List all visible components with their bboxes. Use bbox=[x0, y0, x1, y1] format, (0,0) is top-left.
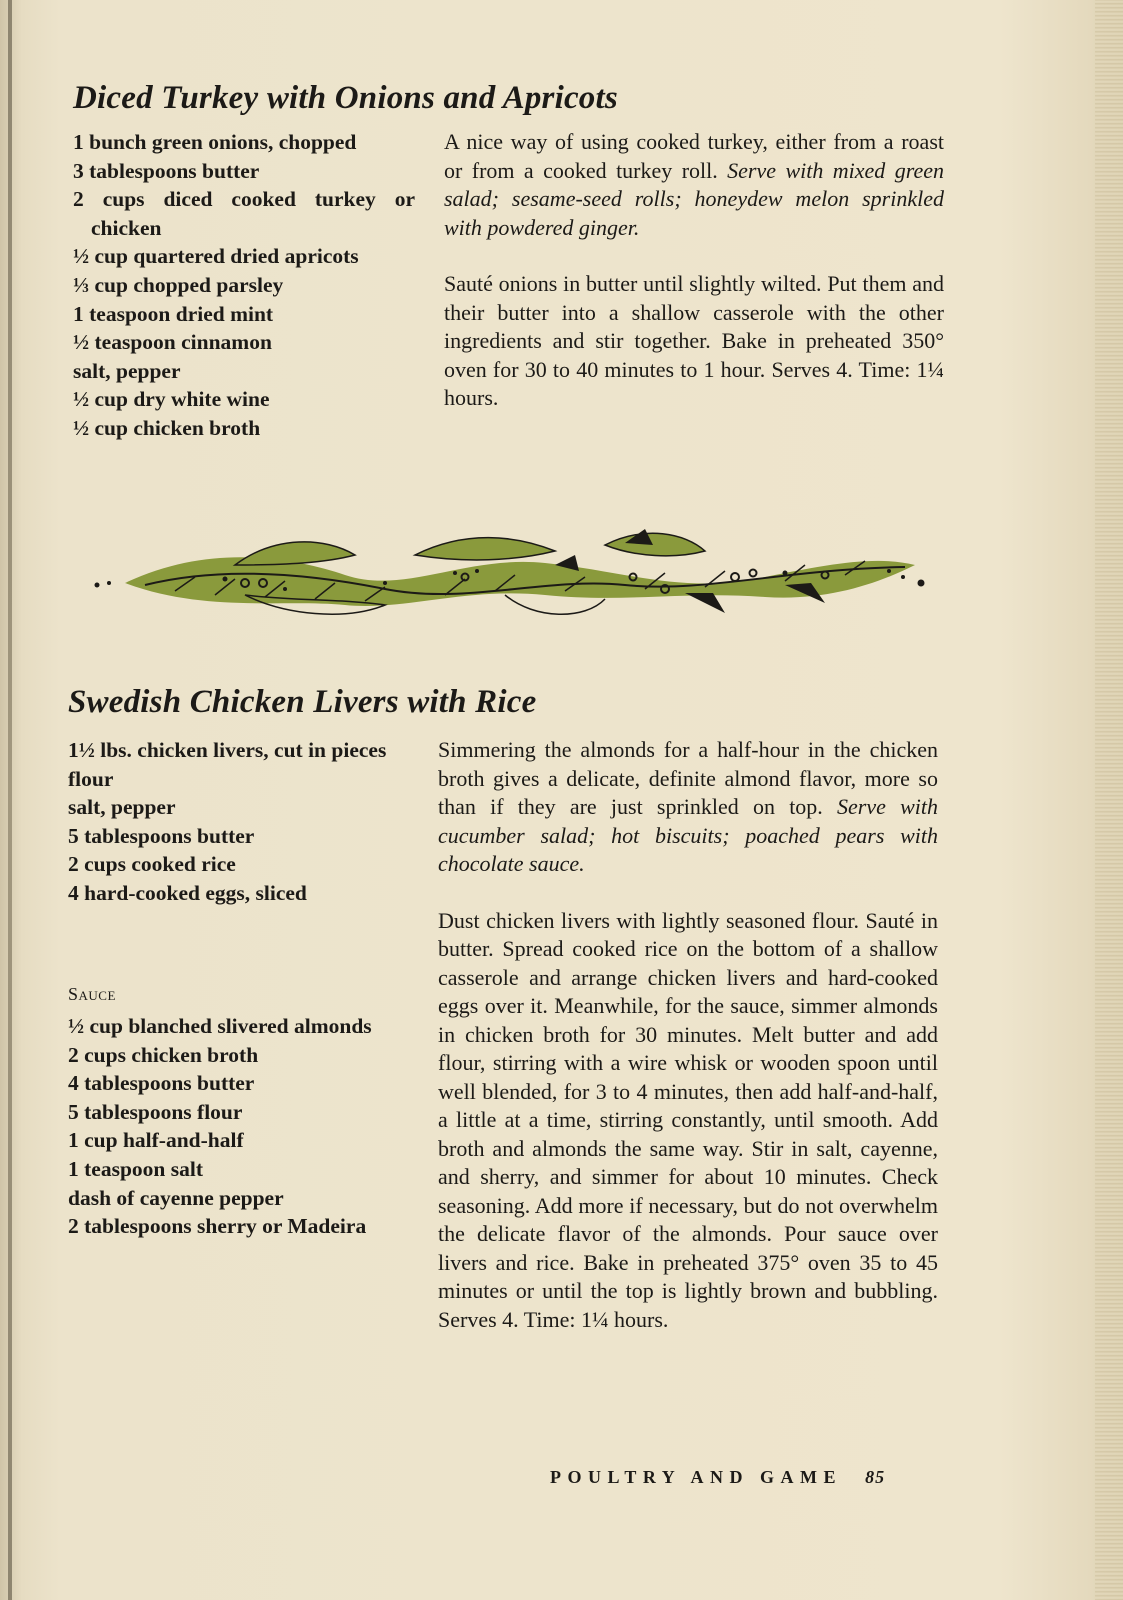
serving-suggestion: Serve with cucumber salad; hot biscuits; poached pears with chocolate sauce. bbox=[438, 794, 938, 876]
recipe-title: Swedish Chicken Livers with Rice bbox=[68, 684, 537, 720]
sauce-subheading: Sauce bbox=[68, 984, 116, 1004]
page-edge bbox=[1095, 0, 1123, 1600]
ingredient-item: 4 tablespoons butter bbox=[68, 1071, 255, 1096]
foliage-branch bbox=[125, 529, 915, 614]
ingredient-item: ½ cup chicken broth bbox=[73, 415, 261, 440]
ingredient-item: flour bbox=[68, 766, 114, 791]
ingredient-item: 1 teaspoon salt bbox=[68, 1156, 203, 1181]
recipe-intro: Simmering the almonds for a half-hour in the chicken broth gives a delicate, definite almond flavor, more so than if they are just sprinkled on top. bbox=[438, 737, 938, 819]
ingredient-item: 1 bunch green onions, chopped bbox=[73, 130, 357, 154]
ingredient-item: ½ teaspoon cinnamon bbox=[73, 330, 272, 355]
running-footer bbox=[550, 1467, 885, 1488]
ingredient-item: 4 hard-cooked eggs, sliced bbox=[68, 880, 307, 905]
ingredient-item: ½ cup quartered dried apricots bbox=[73, 244, 359, 269]
ingredient-list bbox=[68, 736, 412, 908]
ingredient-item: 2 cups chicken broth bbox=[68, 1042, 259, 1067]
ingredient-item: 2 cups diced cooked turkey or chicken bbox=[73, 187, 415, 240]
book-binding-edge bbox=[8, 0, 12, 1600]
serving-suggestion: Serve with mixed green salad; sesame-seed rolls; honeydew melon sprinkled with powdered ginger. bbox=[444, 157, 944, 240]
ingredient-item: salt, pepper bbox=[68, 795, 176, 820]
ingredient-item: 5 tablespoons flour bbox=[68, 1099, 243, 1124]
ingredient-item: 2 tablespoons sherry or Madeira bbox=[68, 1214, 367, 1239]
ingredient-item: ½ cup dry white wine bbox=[73, 387, 270, 412]
page-number: 85 bbox=[865, 1467, 886, 1487]
recipe-title: Diced Turkey with Onions and Apricots bbox=[73, 80, 618, 116]
sauce-ingredient-list bbox=[68, 1012, 412, 1241]
ingredient-item: 2 cups cooked rice bbox=[68, 852, 236, 877]
recipe-directions bbox=[438, 736, 938, 1334]
foliage-divider-illustration bbox=[85, 525, 955, 625]
recipe-method: Dust chicken livers with lightly seasoned flour. Sauté in butter. Spread cooked rice on the bottom of a shallow casserole and arrange chicken livers and hard-cooked eggs over it. Meanwhile, for the sauce, simmer almonds in chicken broth for 30 minutes. Melt butter and add flour, stirring with a wire whisk or wooden spoon until well blended, for 3 to 4 minutes, then add half-and-half, a little at a time, stirring constantly, until smooth. Add broth and almonds the same way. Stir in salt, cayenne, and sherry, and simmer for about 10 minutes. Check seasoning. Add more if necessary, but do not overwhelm the delicate flavor of the almonds. Pour sauce over livers and rice. Bake in preheated 375° oven 35 to 45 minutes or until the top is lightly brown and bubbling. Serves 4. Time: 1¼ hours. bbox=[438, 907, 938, 1332]
section-name: POULTRY AND GAME bbox=[550, 1467, 843, 1487]
ingredient-item: dash of cayenne pepper bbox=[68, 1185, 284, 1210]
recipe-intro-paragraph bbox=[438, 736, 938, 879]
ingredient-item: 1 teaspoon dried mint bbox=[73, 301, 274, 326]
ingredient-item: salt, pepper bbox=[73, 358, 181, 383]
ingredient-item: 5 tablespoons butter bbox=[68, 823, 255, 848]
ingredient-item: ⅓ cup chopped parsley bbox=[73, 272, 284, 297]
ingredient-item: 1½ lbs. chicken livers, cut in pieces bbox=[68, 738, 387, 762]
ingredient-item: 1 cup half-and-half bbox=[68, 1128, 244, 1153]
recipe-intro: A nice way of using cooked turkey, either from a roast or from a cooked turkey roll. bbox=[444, 129, 944, 183]
recipe-intro-paragraph bbox=[444, 128, 944, 242]
recipe-directions bbox=[444, 128, 944, 413]
recipe-method: Sauté onions in butter until slightly wilted. Put them and their butter into a shallow casserole with the other ingredients and stir together. Bake in preheated 350° oven for 30 to 40 minutes to 1 hour. Serves 4. Time: 1¼ hours. bbox=[444, 271, 944, 410]
ingredient-item: ½ cup blanched slivered almonds bbox=[68, 1014, 372, 1038]
ingredient-item: 3 tablespoons butter bbox=[73, 158, 260, 183]
ingredient-list bbox=[73, 128, 415, 443]
